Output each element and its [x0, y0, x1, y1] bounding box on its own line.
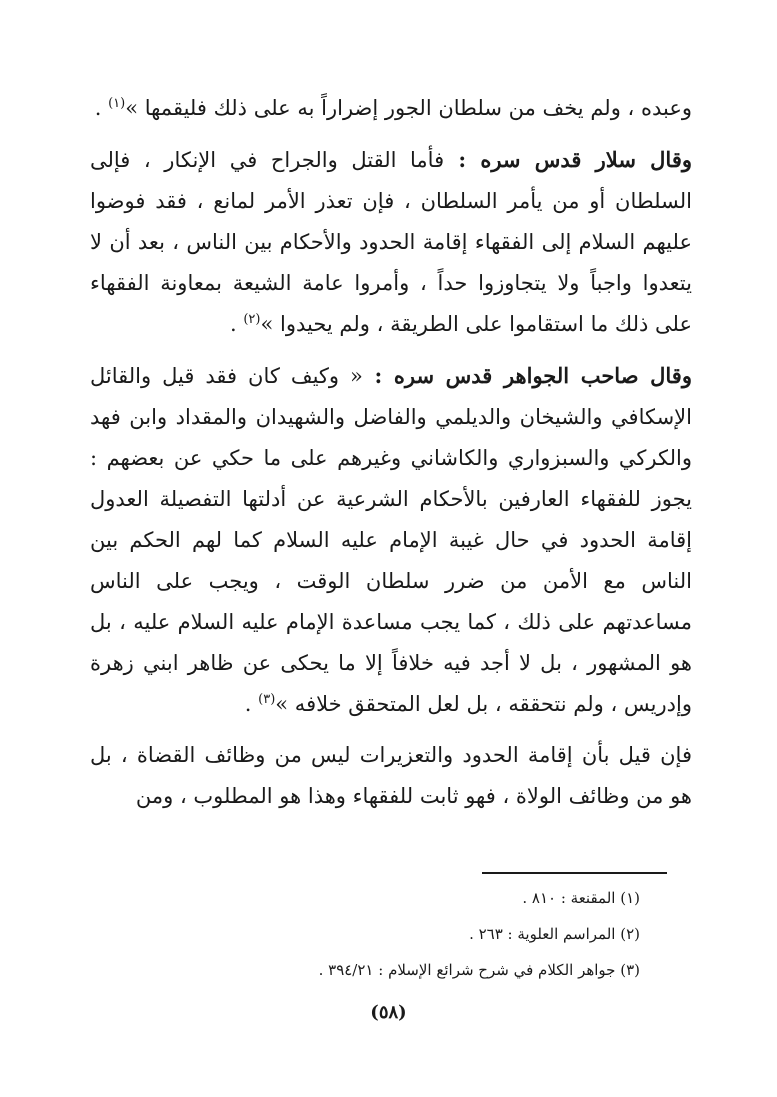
paragraph-text: فإن قيل بأن إقامة الحدود والتعزيرات ليس من وظائف القضاة ، بل هو من وظائف الولاة ، فهو ثابت للفقهاء وهذا هو المطلوب ، ومن [90, 743, 692, 808]
paragraph-1 [90, 88, 692, 129]
quote-lead-jawahir: وقال صاحب الجواهر قدس سره : [362, 363, 692, 388]
paragraph-tail: . [229, 312, 244, 336]
paragraph-tail: . [94, 96, 109, 120]
paragraph-text: « وكيف كان فقد قيل والقائل الإسكافي والشيخان والديلمي والفاضل والشهيدان والمقداد وابن فهد والكركي والسبزواري والكاشاني وغيرهم على ما حكي عن بعضهم : يجوز للفقهاء العارفين بالأحكام الشرعية عن أدلتها التفصيلة العدول إقامة الحدود في حال غيبة الإمام عليه السلام كما لهم الحكم بين الناس مع الأمن من ضرر سلطان الوقت ، ويجب على الناس مساعدتهم على ذلك ، كما يجب مساعدة الإمام عليه السلام عليه ، بل هو المشهور ، بل لا أجد فيه خلافاً إلا ما يحكى عن ظاهر ابني زهرة وإدريس ، ولم نتحققه ، بل لعل المتحقق خلافه » [90, 364, 692, 716]
footnote-ref-2: (٢) [243, 312, 261, 327]
main-text [90, 88, 692, 817]
footnote-1: (١) المقنعة : ٨١٠ . [522, 889, 640, 907]
footnote-ref-1: (١) [108, 96, 126, 111]
footnote-ref-3: (٣) [258, 692, 276, 707]
footnote-3: (٣) جواهر الكلام في شرح شرائع الإسلام : ٣٩٤/٢١ . [318, 961, 640, 979]
paragraph-text: وعبده ، ولم يخف من سلطان الجور إضراراً به على ذلك فليقمها » [125, 96, 692, 120]
paragraph-3 [90, 355, 692, 725]
paragraph-4 [90, 735, 692, 817]
footnotes [200, 880, 640, 988]
paragraph-2 [90, 139, 692, 345]
quote-lead-sallar: وقال سلار قدس سره : [444, 147, 692, 172]
paragraph-tail: . [244, 692, 259, 716]
paragraph-text: فأما القتل والجراح في الإنكار ، فإلى السلطان أو من يأمر السلطان ، فإن تعذر الأمر لمانع ، فقد فوضوا عليهم السلام إلى الفقهاء إقامة الحدود والأحكام بين الناس ، بعد أن لا يتعدوا واجباً ولا يتجاوزوا حداً ، وأمروا عامة الشيعة بمعاونة الفقهاء على ذلك ما استقاموا على الطريقة ، ولم يحيدوا » [90, 148, 692, 336]
footnote-divider [482, 872, 667, 874]
footnote-2: (٢) المراسم العلوية : ٢٦٣ . [469, 925, 640, 943]
page-number: (٥٨) [370, 1002, 407, 1023]
